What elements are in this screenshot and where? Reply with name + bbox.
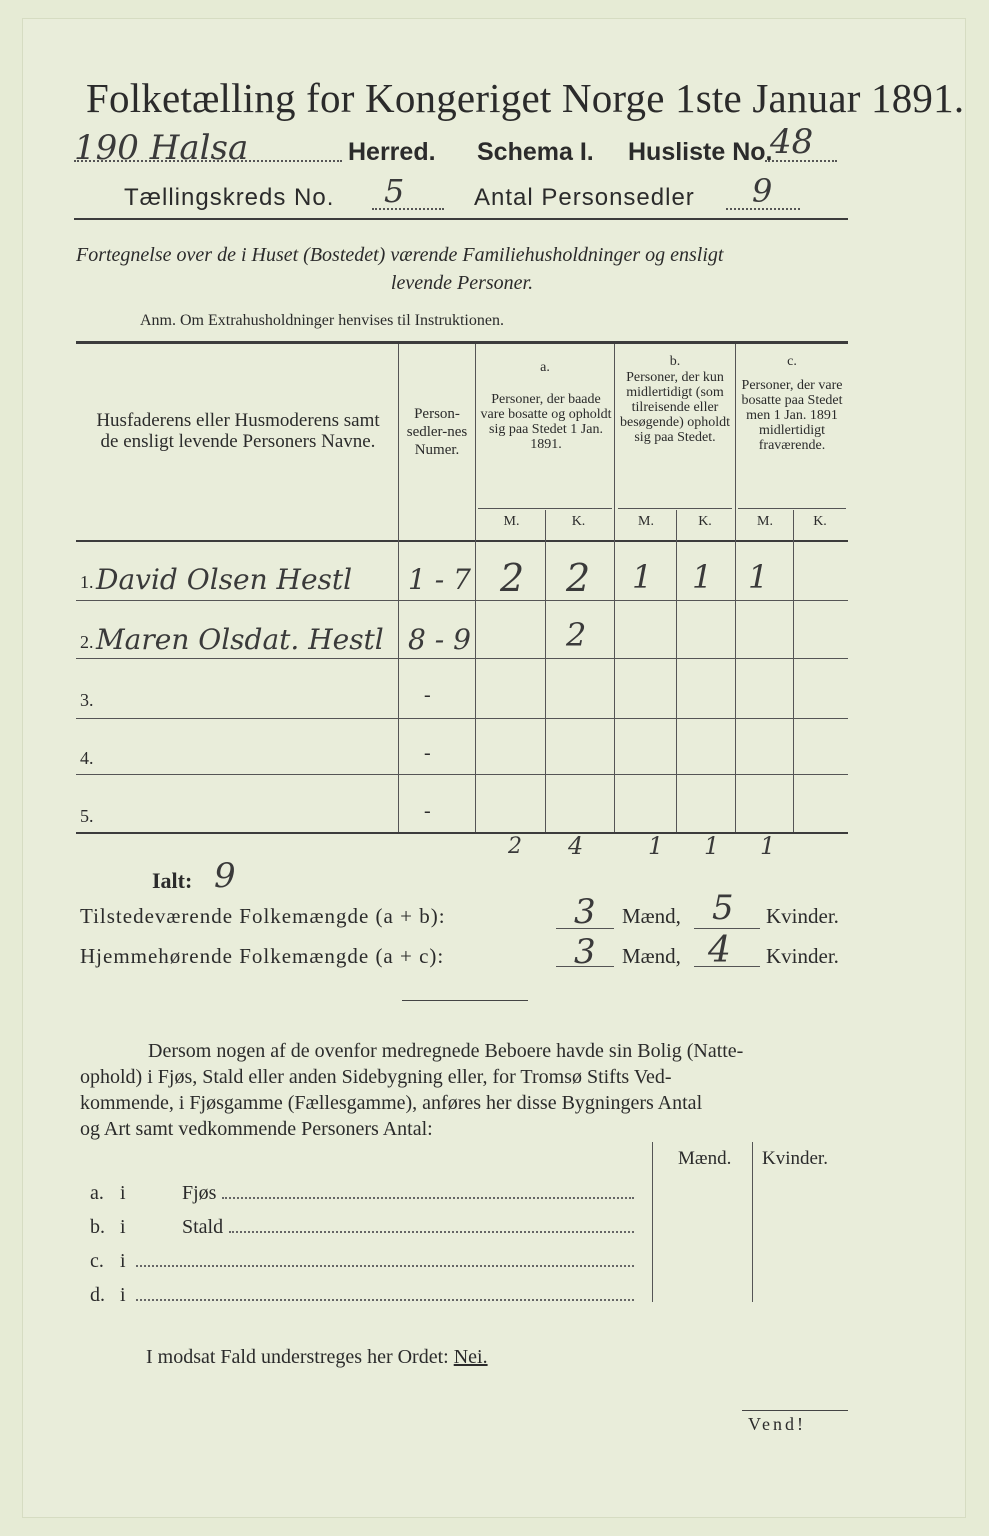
building-row-b (90, 1216, 640, 1239)
tilstedevaerende-kvinder-label: Kvinder. (766, 904, 839, 928)
row-num-range: - (424, 800, 431, 822)
building-letter: c. (90, 1250, 104, 1272)
schema-label: Schema I. (477, 138, 594, 166)
c-m-header: M. (757, 514, 773, 529)
paragraph-line-1: Dersom nogen af de ovenfor medregnede Beboere havde sin Bolig (Natte- (148, 1040, 744, 1062)
antal-value: 9 (752, 172, 773, 210)
header-rule (74, 218, 848, 220)
modsat-label: I modsat Fald understreges her Ordet: (146, 1346, 449, 1368)
hjem-m-line (556, 966, 614, 967)
total-b-k: 1 (704, 832, 720, 860)
building-row-c (90, 1250, 640, 1273)
hjem-k-line (694, 966, 760, 967)
row-number: 5. (80, 806, 94, 826)
total-b-m: 1 (648, 832, 664, 860)
col-divider-b-mk (676, 510, 677, 832)
modsat-text (146, 1346, 488, 1369)
total-a-k: 4 (568, 832, 584, 860)
row-line-1 (76, 600, 848, 601)
tilstedevaerende-label: Tilstedeværende Folkemængde (a + b): (80, 904, 446, 928)
row-name: David Olsen Hestl (96, 563, 353, 596)
intro-line2: levende Personer. (390, 272, 534, 294)
a-m-header: M. (503, 514, 520, 529)
paragraph-line-2: ophold) i Fjøs, Stald eller anden Sidebygning eller, for Tromsø Stifts Ved- (80, 1066, 672, 1088)
hjemmehorende-label: Hjemmehørende Folkemængde (a + c): (80, 944, 445, 968)
separator-rule (402, 1000, 528, 1001)
dotted-leader (136, 1299, 634, 1301)
tilstedevaerende-maend-label: Mænd, (622, 904, 681, 928)
building-label: Fjøs (182, 1182, 217, 1204)
vend-label: Vend! (748, 1414, 806, 1434)
mk-rule-a (478, 508, 612, 509)
c-k-header: K. (813, 514, 827, 529)
row-number: 4. (80, 748, 94, 768)
kreds-label: Tællingskreds No. (124, 184, 335, 211)
buildings-maend-header: Mænd. (678, 1148, 732, 1169)
total-c-m: 1 (760, 832, 776, 860)
row-num-range: 1 - 7 (408, 563, 471, 596)
buildings-divider-2 (752, 1142, 753, 1302)
row-num-range: - (424, 742, 431, 764)
row-num-range: - (424, 684, 431, 706)
buildings-kvinder-header: Kvinder. (762, 1148, 828, 1169)
building-letter: b. (90, 1216, 105, 1238)
total-a-m: 2 (508, 834, 522, 859)
tilstedevaerende-kvinder-value: 5 (712, 888, 734, 928)
ialt-value: 9 (214, 856, 236, 896)
row-num-range: 8 - 9 (408, 623, 471, 656)
tilst-m-line (556, 928, 614, 929)
a-k-header: K. (571, 514, 586, 529)
row-line-4 (76, 774, 848, 775)
husliste-label: Husliste No. (628, 138, 773, 166)
col-header-a: Personer, der baade vare bosatte og opholdt sig paa Stedet 1 Jan. 1891. (480, 392, 612, 452)
building-row-a (90, 1182, 640, 1205)
buildings-divider-1 (652, 1142, 653, 1302)
row-a-m: 2 (500, 556, 525, 600)
row-a-k: 2 (566, 556, 591, 600)
herred-underline (74, 160, 342, 162)
row-c-m: 1 (748, 558, 769, 596)
col-header-b-letter: b. (669, 354, 681, 369)
col-header-c: Personer, der vare bosatte paa Stedet men 1 Jan. 1891 midlertidigt fraværende. (741, 378, 843, 453)
col-divider-4 (735, 344, 736, 832)
antal-underline (726, 208, 800, 210)
building-letter: d. (90, 1284, 105, 1306)
building-i: i (120, 1182, 126, 1204)
building-letter: a. (90, 1182, 104, 1204)
tilstedevaerende-maend-value: 3 (574, 892, 596, 932)
building-row-d (90, 1284, 640, 1307)
col-divider-3 (614, 344, 615, 832)
row-number: 3. (80, 690, 94, 710)
row-b-m: 1 (632, 558, 653, 596)
ialt-label: Ialt: (152, 868, 193, 893)
kreds-value: 5 (384, 172, 405, 210)
b-m-header: M. (638, 514, 654, 529)
paragraph-line-3: kommende, i Fjøsgamme (Fællesgamme), anføres her disse Bygningers Antal (80, 1092, 703, 1114)
building-label: Stald (182, 1216, 224, 1238)
tilst-k-line (694, 928, 760, 929)
paragraph-line-4: og Art samt vedkommende Personers Antal: (80, 1118, 433, 1140)
col-header-a-letter: a. (540, 360, 550, 375)
col-header-name: Husfaderens eller Husmoderens samt de ensligt levende Personers Navne. (96, 410, 380, 452)
dotted-leader (136, 1265, 634, 1267)
hjemmehorende-kvinder-value: 4 (708, 930, 731, 971)
table-top-rule (76, 341, 848, 344)
dotted-leader (222, 1197, 634, 1199)
building-i: i (120, 1216, 126, 1238)
col-divider-c-mk (793, 510, 794, 832)
row-a-k: 2 (566, 616, 587, 654)
form-title: Folketælling for Kongeriget Norge 1ste Januar 1891. (86, 75, 965, 121)
anm-note: Anm. Om Extrahusholdninger henvises til Instruktionen. (140, 312, 504, 329)
dotted-leader (229, 1231, 634, 1233)
col-header-c-letter: c. (787, 354, 797, 369)
col-divider-1 (398, 344, 399, 832)
col-header-num: Person-sedler-nes Numer. (406, 406, 468, 458)
table-bottom-rule (76, 832, 848, 834)
col-divider-2 (475, 344, 476, 832)
row-b-k: 1 (692, 558, 713, 596)
row-number: 1. (80, 572, 94, 592)
herred-value: 190 Halsa (74, 128, 249, 168)
building-i: i (120, 1250, 126, 1272)
building-i: i (120, 1284, 126, 1306)
husliste-underline (765, 160, 837, 162)
row-name: Maren Olsdat. Hestl (96, 623, 384, 656)
antal-label: Antal Personsedler (474, 184, 695, 211)
row-number: 2. (80, 632, 94, 652)
herred-label: Herred. (348, 138, 436, 166)
nei-word: Nei. (453, 1346, 488, 1368)
hjemmehorende-kvinder-label: Kvinder. (766, 944, 839, 968)
hjemmehorende-maend-label: Mænd, (622, 944, 681, 968)
row-line-3 (76, 718, 848, 719)
b-k-header: K. (698, 514, 712, 529)
table-header-rule (76, 540, 848, 542)
hjemmehorende-maend-value: 3 (574, 932, 596, 972)
intro-line1: Fortegnelse over de i Huset (Bostedet) værende Familiehusholdninger og ensligt (76, 244, 724, 266)
mk-rule-c (738, 508, 846, 509)
row-line-2 (76, 658, 848, 659)
col-header-b: Personer, der kun midlertidigt (som tilreisende eller besøgende) opholdt sig paa Stedet. (619, 370, 731, 445)
vend-rule (742, 1410, 848, 1411)
husliste-value: 48 (770, 122, 814, 162)
col-divider-a-mk (545, 510, 546, 832)
mk-rule-b (618, 508, 732, 509)
kreds-underline (372, 208, 444, 210)
